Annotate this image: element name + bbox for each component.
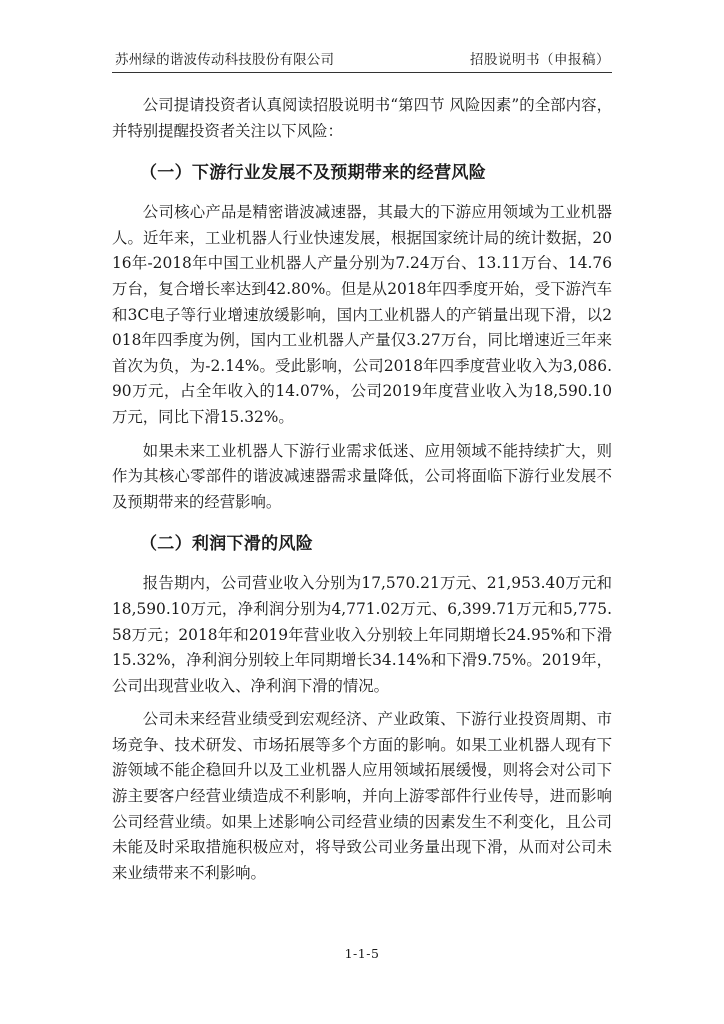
header-document-type: 招股说明书（申报稿） bbox=[470, 52, 610, 68]
body-paragraph: 公司核心产品是精密谐波减速器，其最大的下游应用领域为工业机器人。近年来，工业机器人行业快速发展，根据国家统计局的统计数据，2016年-2018年中国工业机器人产量分别为7.24万台、13.11万台、14.76万台，复合增长率达到42.80%。但是从2018年四季度开始，受下游汽车和3C电子等行业增速放缓影响，国内工业机器人的产销量出现下滑，以2018年四季度为例，国内工业机器人产量仅3.27万台，同比增速近三年来首次为负，为-2.14%。受此影响，公司2018年四季度营业收入为3,086.90万元，占全年收入的14.07%，公司2019年度营业收入为18,590.10万元，同比下滑15.32%。 bbox=[112, 203, 612, 426]
body-paragraph: 如果未来工业机器人下游行业需求低迷、应用领域不能持续扩大，则作为其核心零部件的谐波减速器需求量降低，公司将面临下游行业发展不及预期带来的经营影响。 bbox=[112, 441, 612, 511]
intro-paragraph: 公司提请投资者认真阅读招股说明书“第四节 风险因素”的全部内容，并特别提醒投资者关注以下风险： bbox=[112, 96, 612, 140]
body-paragraph: 公司未来经营业绩受到宏观经济、产业政策、下游行业投资周期、市场竞争、技术研发、市场拓展等多个方面的影响。如果工业机器人现有下游领域不能企稳回升以及工业机器人应用领域拓展缓慢，则将会对公司下游主要客户经营业绩造成不利影响，并向上游零部件行业传导，进而影响公司经营业绩。如果上述影响公司经营业绩的因素发生不利变化，且公司未能及时采取措施积极应对，将导致公司业务量出现下滑，从而对公司未来业绩带来不利影响。 bbox=[112, 710, 612, 882]
page-header bbox=[112, 50, 612, 73]
document-body bbox=[112, 93, 612, 886]
section-title-downstream-risk: （一）下游行业发展不及预期带来的经营风险 bbox=[140, 163, 486, 184]
section-title-profit-decline-risk: （二）利润下滑的风险 bbox=[140, 534, 313, 555]
header-company-name: 苏州绿的谐波传动科技股份有限公司 bbox=[115, 52, 335, 68]
page-number: 1-1-5 bbox=[344, 946, 380, 961]
body-paragraph: 报告期内，公司营业收入分别为17,570.21万元、21,953.40万元和18,590.10万元，净利润分别为4,771.02万元、6,399.71万元和5,775.58万元；2018年和2019年营业收入分别较上年同期增长24.95%和下滑15.32%，净利润分别较上年同期增长34.14%和下滑9.75%。2019年，公司出现营业收入、净利润下滑的情况。 bbox=[112, 574, 612, 695]
